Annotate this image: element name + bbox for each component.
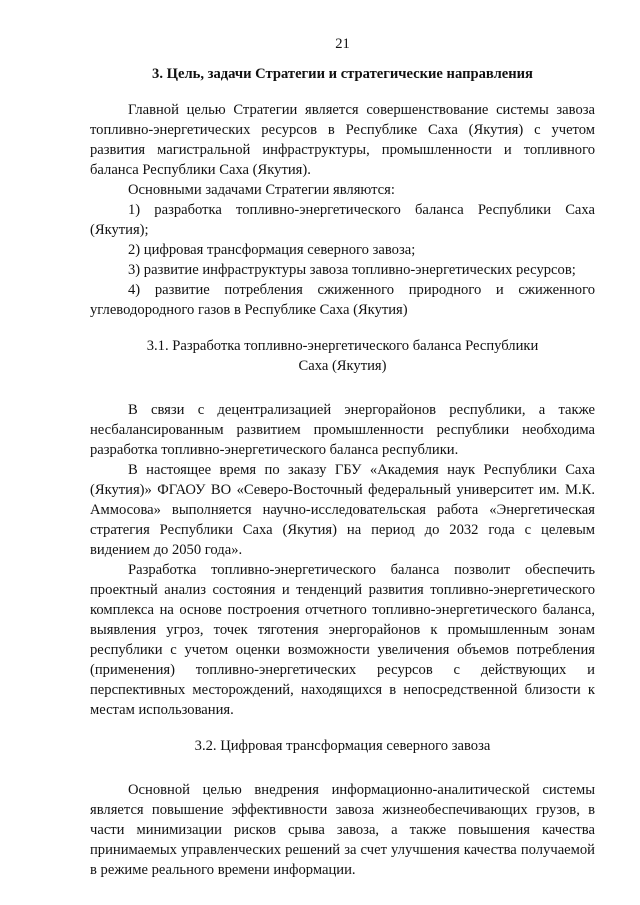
task-item: 1) разработка топливно-энергетического баланса Республики Саха (Якутия); xyxy=(90,202,595,238)
paragraph: В связи с децентрализацией энергорайонов республики, а также несбалансированным развитием промышленности республики необходима разработка топливно-энергетического баланса республики. xyxy=(90,402,595,458)
paragraph: Разработка топливно-энергетического баланса позволит обеспечить проектный анализ состояния и тенденций развития топливно-энергетического комплекса на основе построения отчетного топливно-энергетического баланса, выявления угроз, точек тяготения энергорайонов к промышленным зонам республики с учетом оценки возможности увеличения объемов потребления (применения) топливно-энергетических ресурсов с действующих и перспективных месторождений, находящихся в непосредственной близости к местам использования. xyxy=(90,562,595,718)
paragraph: Основной целью внедрения информационно-аналитической системы является повышение эффективности завоза жизнеобеспечивающих грузов, в части минимизации рисков срыва завоза, а также повышения качества принимаемых управленческих решений за счет улучшения качества получаемой в режиме реального времени информации. xyxy=(90,782,595,878)
task-item: 4) развитие потребления сжиженного природного и сжиженного углеводородного газов в Республике Саха (Якутия) xyxy=(90,282,595,318)
task-item: 3) развитие инфраструктуры завоза топливно-энергетических ресурсов; xyxy=(128,262,576,278)
paragraph: В настоящее время по заказу ГБУ «Академия наук Республики Саха (Якутия)» ФГАОУ ВО «Северо-Восточный федеральный университет им. М.К. Аммосова» выполняется научно-исследовательская работа «Энергетическая стратегия Республики Саха (Якутия) на период до 2032 года с целевым видением до 2050 года». xyxy=(90,462,595,558)
subsection-heading-3-2 xyxy=(90,736,595,756)
subsection-title-line: 3.1. Разработка топливно-энергетического баланса Республики xyxy=(146,338,539,354)
subsection-title-line: Саха (Якутия) xyxy=(298,358,387,374)
tasks-list xyxy=(90,200,595,320)
task-item: 2) цифровая трансформация северного завоза; xyxy=(128,242,416,258)
goal-paragraph: Главной целью Стратегии является совершенствование системы завоза топливно-энергетических ресурсов в Республике Саха (Якутия) с учетом развития магистральной инфраструктуры, промышленности и топливного баланса Республики Саха (Якутия). xyxy=(90,102,595,178)
page-number: 21 xyxy=(335,36,350,52)
document-page xyxy=(90,34,595,880)
tasks-intro: Основными задачами Стратегии являются: xyxy=(128,182,395,198)
subsection-title-line: 3.2. Цифровая трансформация северного завоза xyxy=(194,738,491,754)
subsection-heading-3-1 xyxy=(90,336,595,376)
section-heading: 3. Цель, задачи Стратегии и стратегические направления xyxy=(152,66,533,82)
